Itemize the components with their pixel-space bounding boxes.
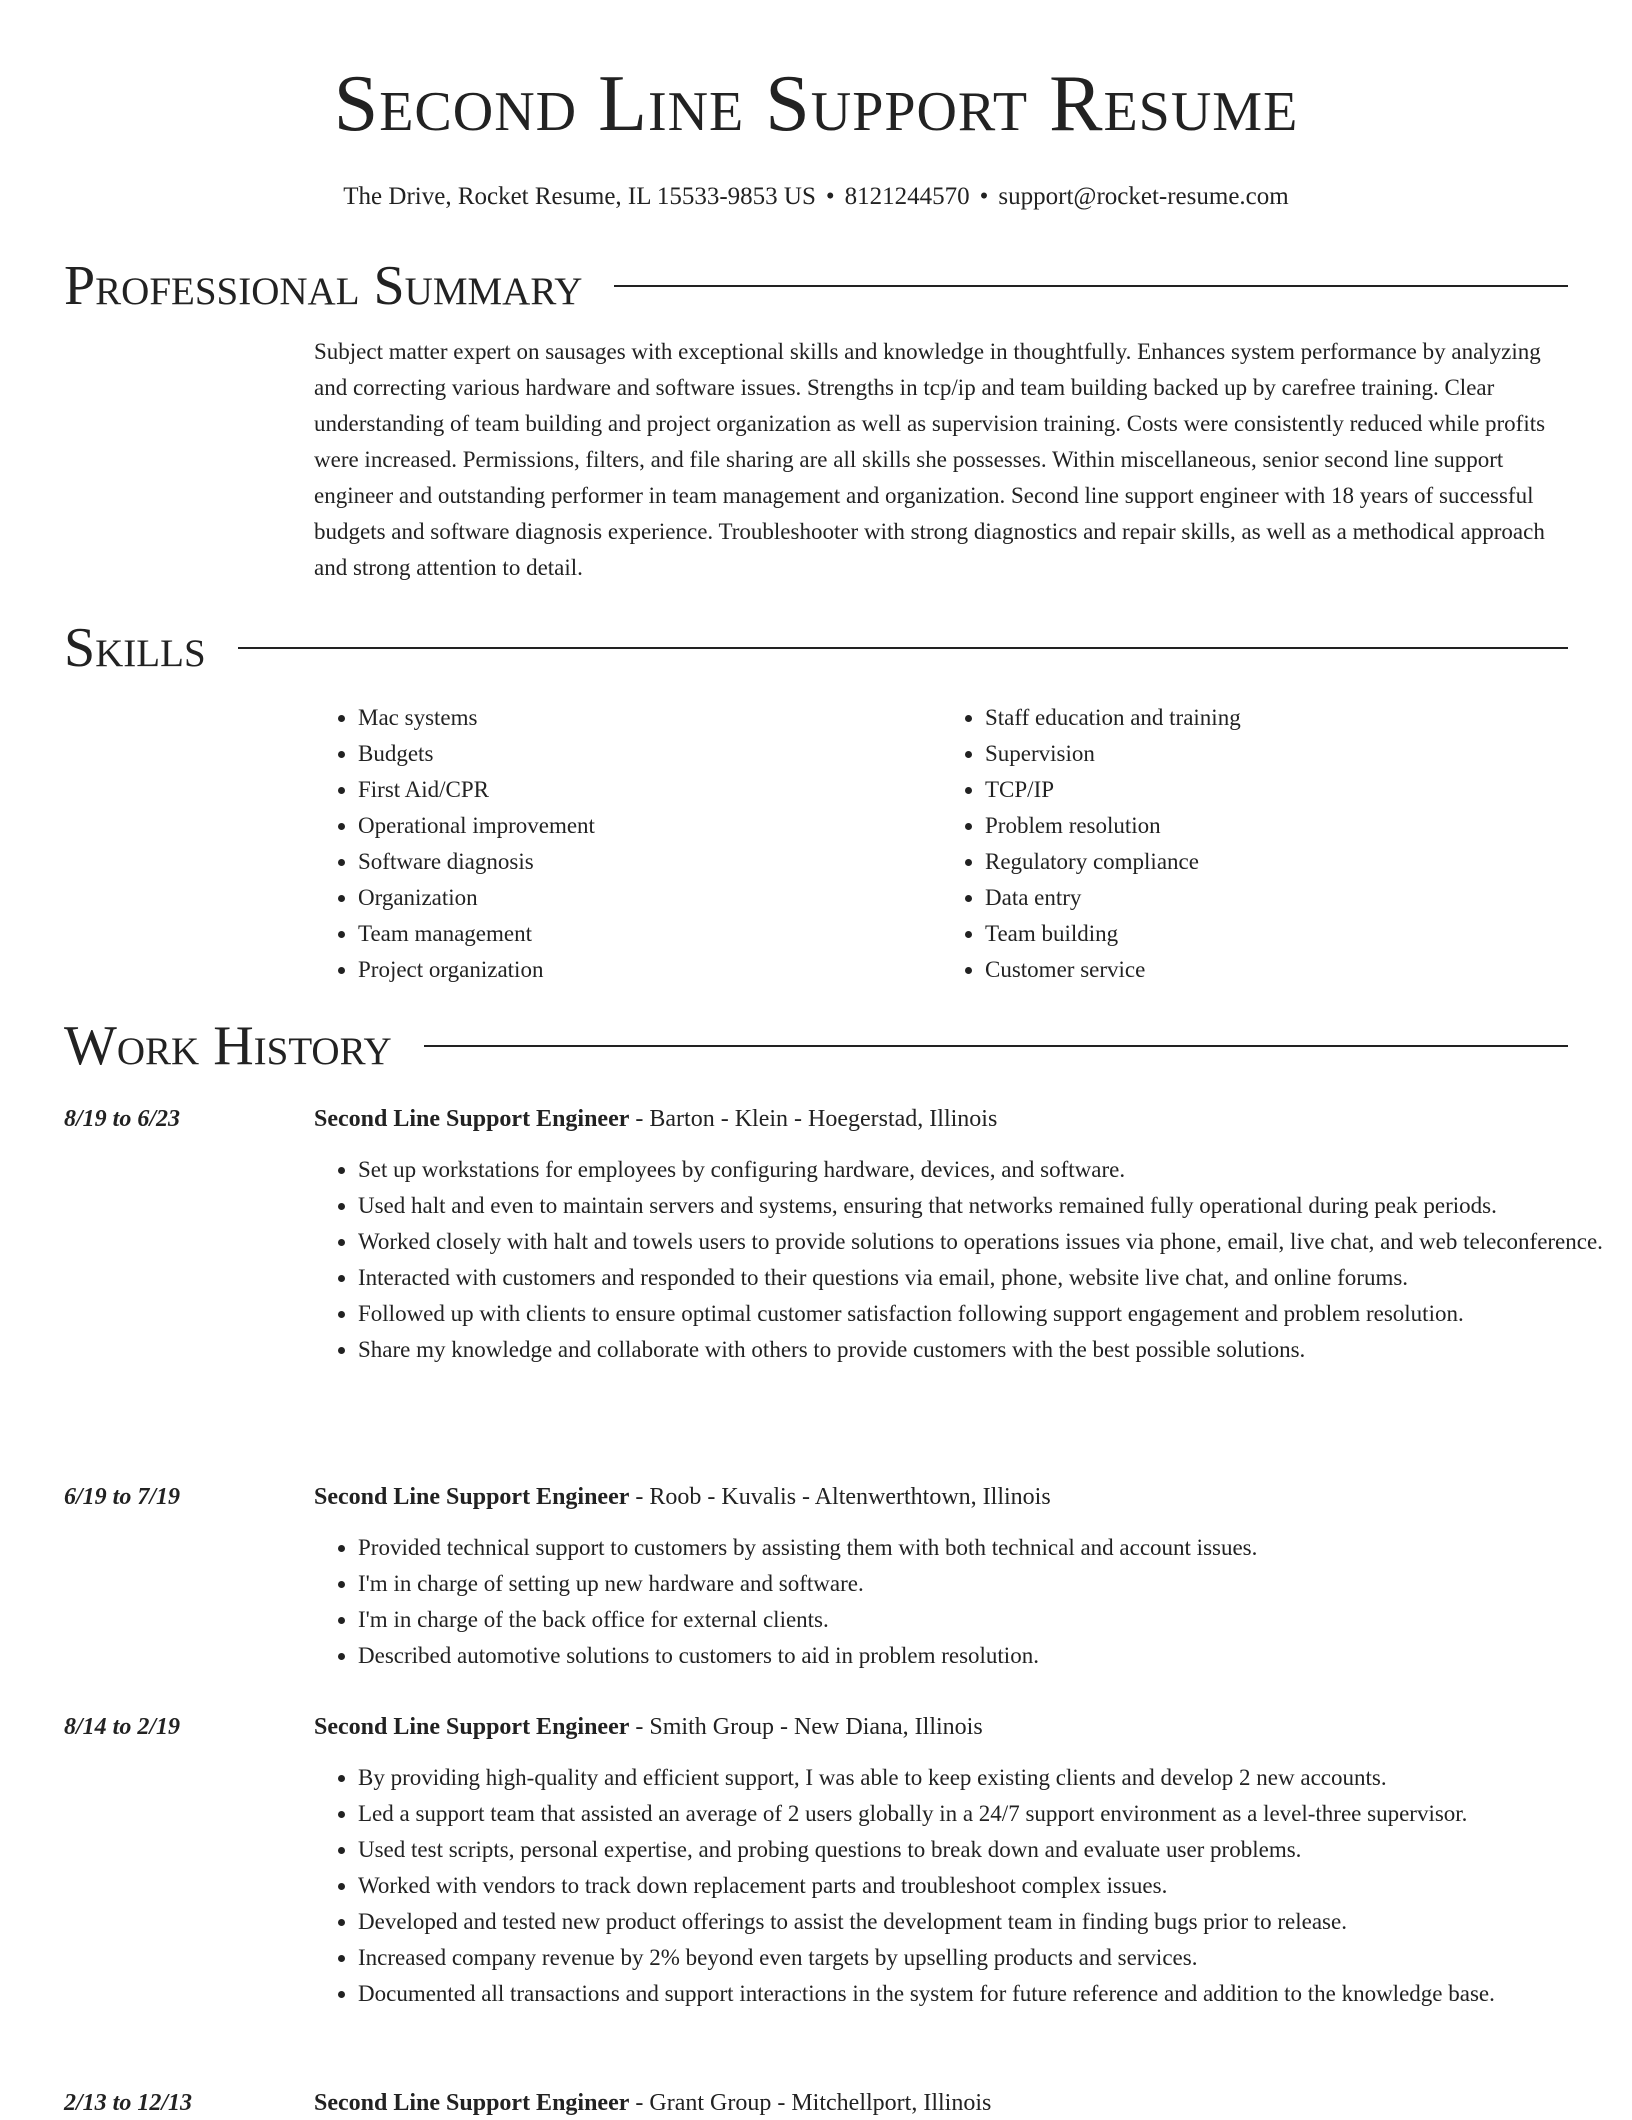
skills-column-left (314, 700, 941, 988)
job-title: Second Line Support Engineer (314, 2090, 630, 2116)
job-bullet: • Led a support team that assisted an average of 2 users globally in a 24/7 support environment as a level-three supervisor. (358, 1796, 1612, 1832)
summary-section-header (64, 254, 1568, 318)
skills-list (314, 700, 1568, 988)
job-bullet: • Interacted with customers and responded to their questions via email, phone, website live chat, and online forums. (358, 1260, 1612, 1296)
section-title-work: Work History (64, 1015, 392, 1077)
skills-section-header (64, 616, 1568, 680)
job-bullet: • Described automotive solutions to customers to aid in problem resolution. (358, 1638, 1612, 1674)
section-divider (238, 647, 1568, 649)
job-bullets (314, 1760, 1612, 2012)
job-heading (314, 2086, 991, 2120)
job-dates: 8/14 to 2/19 (64, 1714, 181, 1740)
skill-item: • Mac systems (358, 700, 941, 736)
job-bullet: • By providing high-quality and efficient support, I was able to keep existing clients and develop 2 new accounts. (358, 1760, 1612, 1796)
job-bullet: • Share my knowledge and collaborate with others to provide customers with the best possible solutions. (358, 1332, 1612, 1368)
skill-item: • Budgets (358, 736, 941, 772)
job-bullet: • I'm in charge of setting up new hardware and software. (358, 1566, 1612, 1602)
resume-page (64, 0, 1603, 2116)
job-bullet: • Increased company revenue by 2% beyond even targets by upselling products and services. (358, 1940, 1612, 1976)
skill-item: • Team management (358, 916, 941, 952)
job-bullet: • Worked closely with halt and towels users to provide solutions to operations issues via phone, email, live chat, and web teleconference. (358, 1224, 1612, 1260)
skills-column-right (941, 700, 1568, 988)
section-divider (424, 1045, 1568, 1047)
job-bullets (314, 1530, 1612, 1674)
job-dates: 8/19 to 6/23 (64, 1106, 181, 1132)
skill-item: • Staff education and training (985, 700, 1568, 736)
job-bullet: • Documented all transactions and support interactions in the system for future reference and addition to the knowledge base. (358, 1976, 1612, 2012)
skill-item: • Software diagnosis (358, 844, 941, 880)
skill-item: • First Aid/CPR (358, 772, 941, 808)
job-bullet: • Developed and tested new product offerings to assist the development team in finding bugs prior to release. (358, 1904, 1612, 1940)
job-dates: 2/13 to 12/13 (64, 2090, 193, 2116)
resume-title: Second Line Support Resume (333, 60, 1299, 148)
job-employer: - Roob - Kuvalis - Altenwerthtown, Illinois (629, 1484, 1051, 1510)
job-bullet: • Worked with vendors to track down replacement parts and troubleshoot complex issues. (358, 1868, 1612, 1904)
separator: • (825, 183, 835, 210)
job-employer: - Grant Group - Mitchellport, Illinois (629, 2090, 992, 2116)
job-bullet: • Provided technical support to customers by assisting them with both technical and account issues. (358, 1530, 1612, 1566)
skill-item: • Data entry (985, 880, 1568, 916)
summary-text: Subject matter expert on sausages with exceptional skills and knowledge in thoughtfully. Enhances system performance by analyzing and correcting various hardware and software issues. Strengths in tcp/ip and team building backed up by carefree training. Clear understanding of team building and project organization as well as supervision training. Costs were consistently reduced while profits were increased. Permissions, filters, and file sharing are all skills she possesses. Within miscellaneous, senior second line support engineer and outstanding performer in team management and organization. Second line support engineer with 18 years of successful budgets and software diagnosis experience. Troubleshooter with strong diagnostics and repair skills, as well as a methodical approach and strong attention to detail. (314, 339, 1546, 580)
job-title: Second Line Support Engineer (314, 1106, 630, 1132)
work-section-header (64, 1014, 1568, 1078)
skill-item: • Project organization (358, 952, 941, 988)
job-bullet: • Followed up with clients to ensure optimal customer satisfaction following support engagement and problem resolution. (358, 1296, 1612, 1332)
skill-item: • Organization (358, 880, 941, 916)
job-heading (314, 1102, 997, 1136)
job-employer: - Barton - Klein - Hoegerstad, Illinois (629, 1106, 998, 1132)
job-bullets (314, 1152, 1612, 1368)
job-employer: - Smith Group - New Diana, Illinois (629, 1714, 983, 1740)
contact-line (64, 180, 1568, 214)
phone: 8121244570 (844, 183, 970, 210)
job-bullet: • Used test scripts, personal expertise, and probing questions to break down and evaluate user problems. (358, 1832, 1612, 1868)
job-heading (314, 1480, 1051, 1514)
job-title: Second Line Support Engineer (314, 1484, 630, 1510)
section-title-summary: Professional Summary (64, 255, 583, 317)
skill-item: • Regulatory compliance (985, 844, 1568, 880)
skill-item: • Operational improvement (358, 808, 941, 844)
skill-item: • Problem resolution (985, 808, 1568, 844)
skill-item: • Customer service (985, 952, 1568, 988)
job-dates: 6/19 to 7/19 (64, 1484, 181, 1510)
section-divider (614, 285, 1568, 287)
skill-item: • Team building (985, 916, 1568, 952)
address: The Drive, Rocket Resume, IL 15533-9853 US (343, 183, 816, 210)
email: support@rocket-resume.com (998, 183, 1289, 210)
job-title: Second Line Support Engineer (314, 1714, 630, 1740)
job-bullet: • Used halt and even to maintain servers and systems, ensuring that networks remained fully operational during peak periods. (358, 1188, 1612, 1224)
skill-item: • Supervision (985, 736, 1568, 772)
job-heading (314, 1710, 983, 1744)
section-title-skills: Skills (64, 617, 206, 679)
separator: • (979, 183, 989, 210)
skill-item: • TCP/IP (985, 772, 1568, 808)
job-bullet: • I'm in charge of the back office for external clients. (358, 1602, 1612, 1638)
job-bullet: • Set up workstations for employees by configuring hardware, devices, and software. (358, 1152, 1612, 1188)
